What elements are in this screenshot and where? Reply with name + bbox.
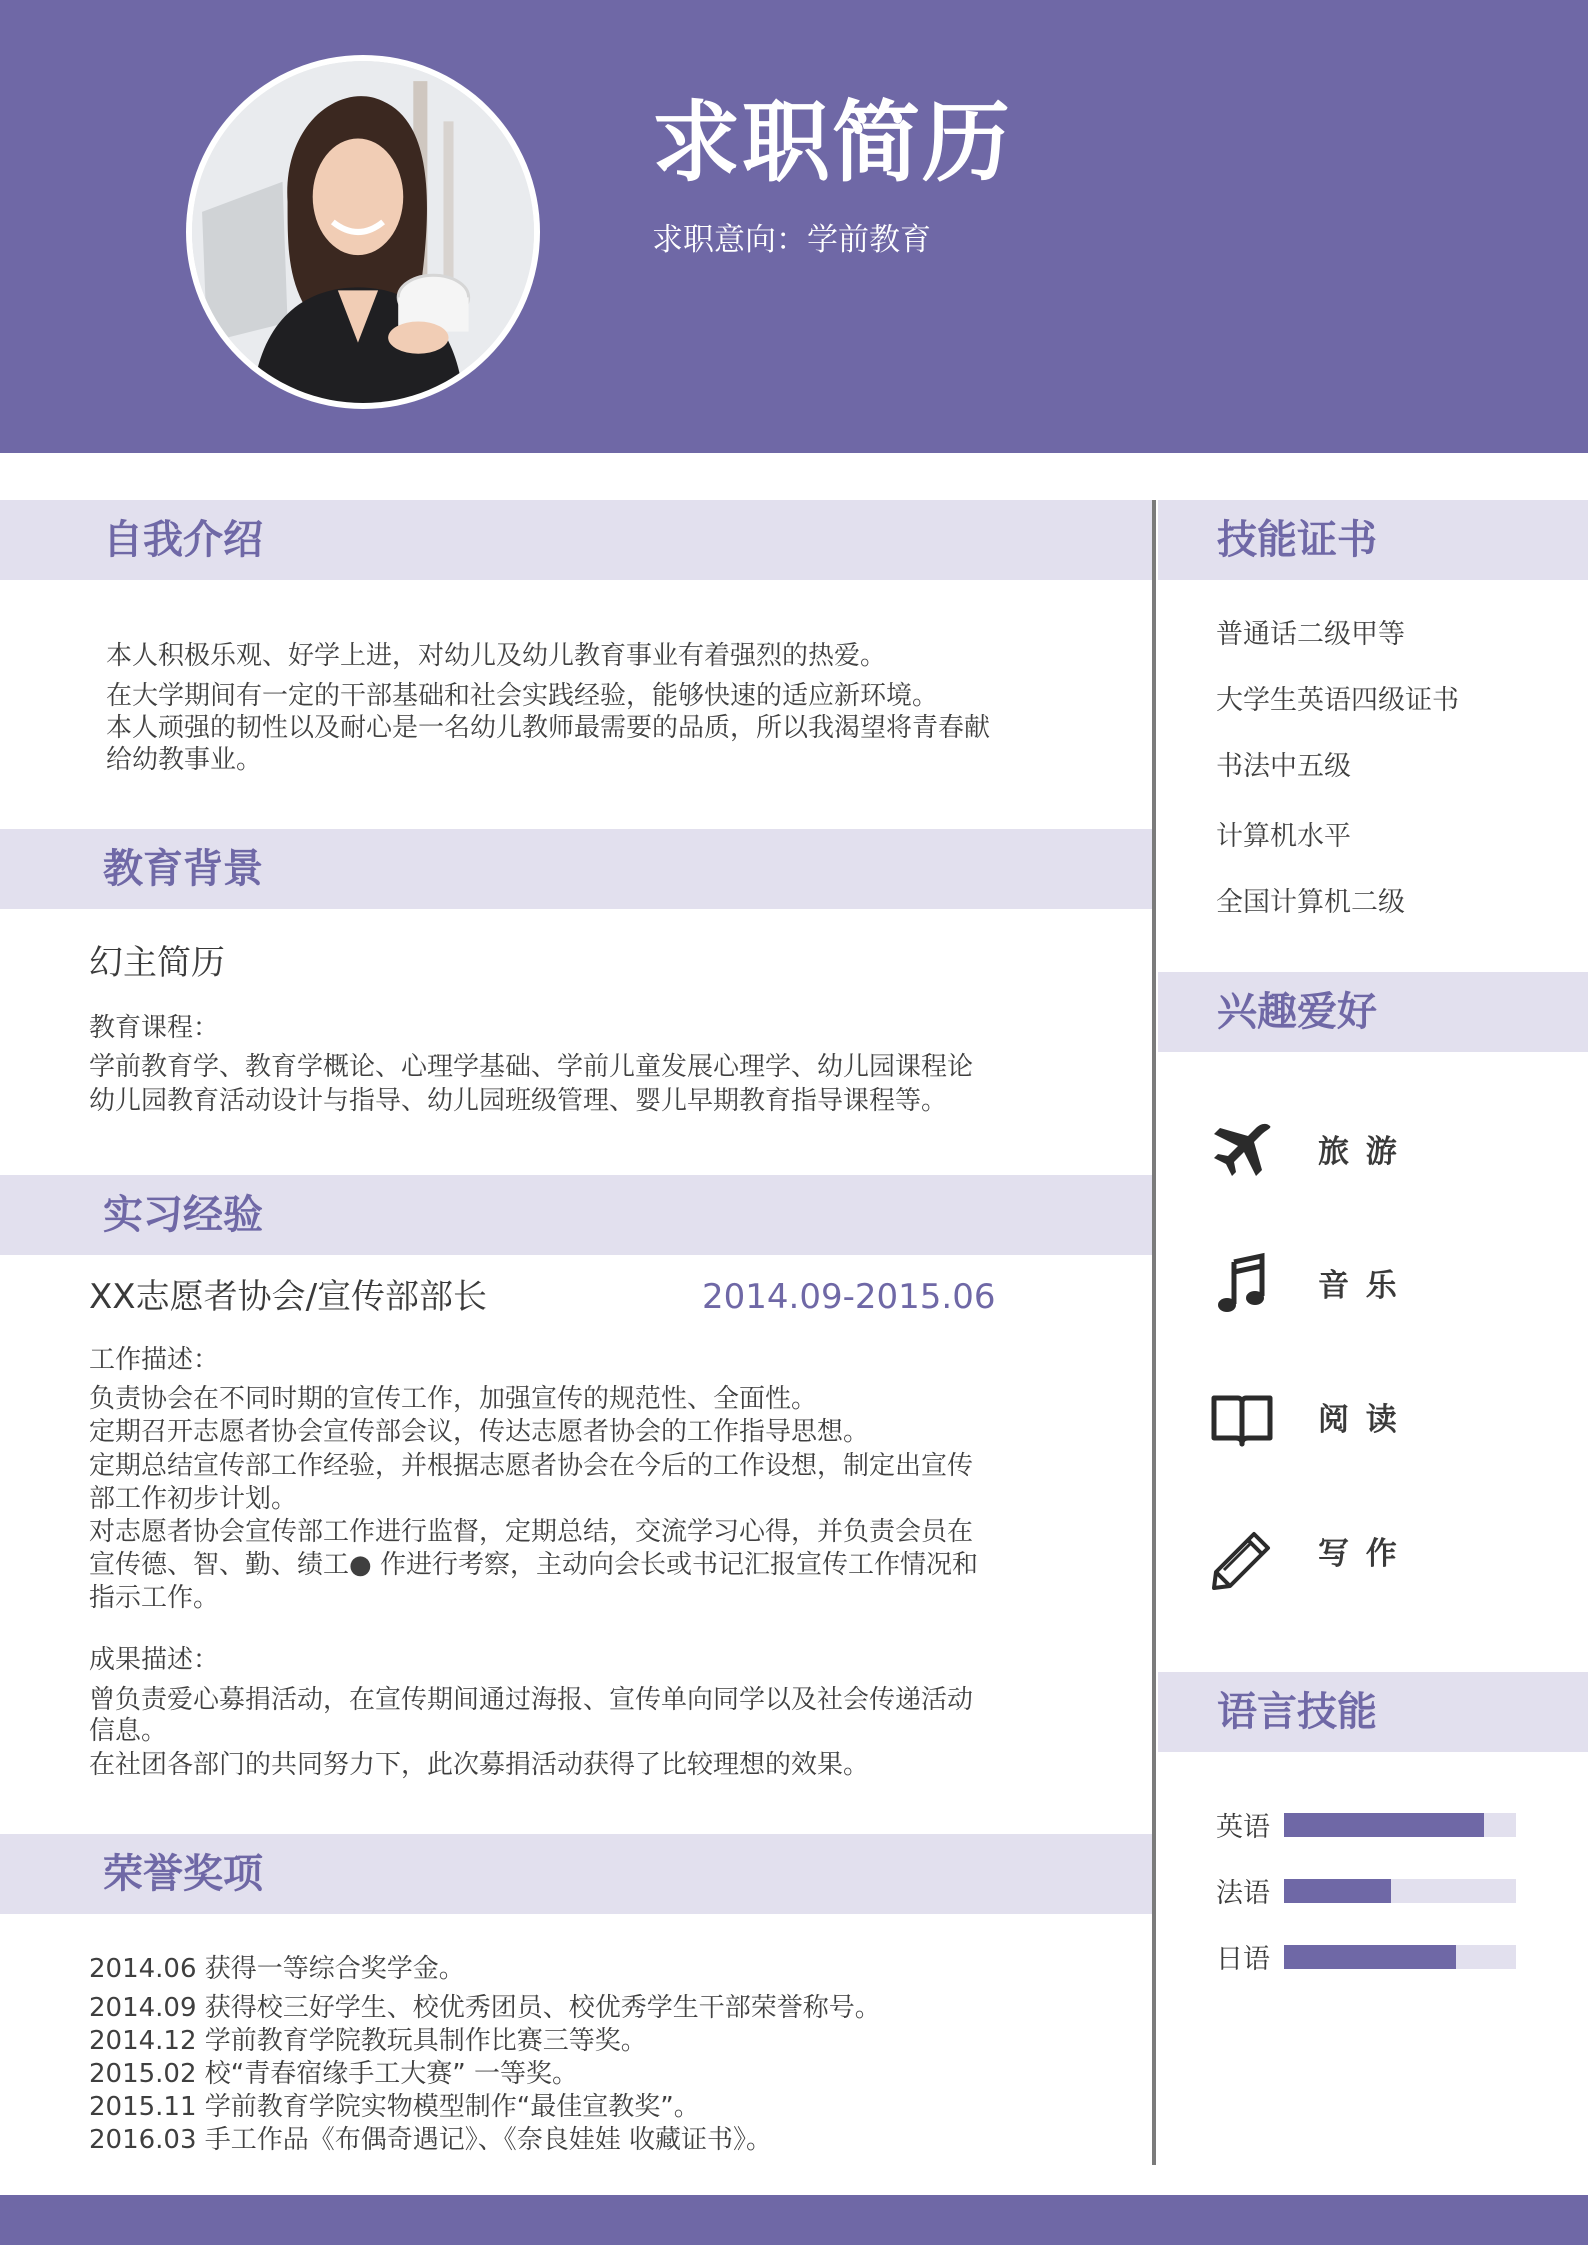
- section-title-skills: 技能证书: [1217, 517, 1377, 563]
- job-objective: 求职意向：学前教育: [652, 222, 931, 258]
- page-title: 求职简历: [652, 91, 1013, 194]
- honor-item: 2015.02 校“青春宿缘手工大赛” 一等奖。: [89, 2059, 578, 2089]
- hobby-label-writing: 写 作: [1318, 1536, 1400, 1572]
- certificate-item: 书法中五级: [1216, 751, 1351, 782]
- honor-item: 2015.11 学前教育学院实物模型制作“最佳宣教奖”。: [89, 2092, 700, 2122]
- certificate-item: 计算机水平: [1216, 821, 1351, 852]
- portrait-illustration: [192, 61, 534, 403]
- section-title-honors: 荣誉奖项: [103, 1851, 263, 1897]
- language-bar-french: [1284, 1879, 1516, 1903]
- work-label: 工作描述：: [89, 1345, 220, 1375]
- work-line: 宣传德、智、勤、绩工● 作进行考察，主动向会长或书记汇报宣传工作情况和: [89, 1550, 978, 1580]
- section-title-intro: 自我介绍: [103, 517, 263, 563]
- airplane-icon: [1210, 1120, 1274, 1184]
- section-title-languages: 语言技能: [1217, 1689, 1377, 1735]
- work-line: 定期总结宣传部工作经验，并根据志愿者协会在今后的工作设想，制定出宣传: [89, 1451, 974, 1481]
- avatar: [192, 61, 534, 403]
- result-line: 信息。: [89, 1716, 168, 1746]
- certificate-item: 普通话二级甲等: [1216, 619, 1405, 650]
- profile-photo: [186, 55, 540, 409]
- result-line: 在社团各部门的共同努力下，此次募捐活动获得了比较理想的效果。: [89, 1750, 870, 1780]
- intro-line: 本人积极乐观、好学上进，对幼儿及幼儿教育事业有着强烈的热爱。: [106, 641, 887, 671]
- honor-item: 2016.03 手工作品《布偶奇遇记》、《奈良娃娃 收藏证书》。: [89, 2125, 773, 2155]
- work-line: 对志愿者协会宣传部工作进行监督，定期总结，交流学习心得，并负责会员在: [89, 1517, 974, 1547]
- internship-period: 2014.09-2015.06: [702, 1277, 996, 1317]
- header-banner: [0, 0, 1588, 453]
- internship-position: XX志愿者协会/宣传部部长: [89, 1277, 488, 1317]
- language-fill-french: [1284, 1879, 1391, 1903]
- language-fill-english: [1284, 1813, 1484, 1837]
- result-label: 成果描述：: [89, 1645, 220, 1675]
- work-line: 指示工作。: [89, 1583, 220, 1613]
- intro-line: 本人顽强的韧性以及耐心是一名幼儿教师最需要的品质，所以我渴望将青春献: [106, 713, 991, 743]
- work-line: 负责协会在不同时期的宣传工作，加强宣传的规范性、全面性。: [89, 1384, 818, 1414]
- honor-item: 2014.12 学前教育学院教玩具制作比赛三等奖。: [89, 2026, 647, 2056]
- language-bar-japanese: [1284, 1945, 1516, 1969]
- honor-item: 2014.06 获得一等综合奖学金。: [89, 1954, 465, 1984]
- book-icon: [1210, 1388, 1274, 1452]
- work-line: 定期召开志愿者协会宣传部会议，传达志愿者协会的工作指导思想。: [89, 1417, 870, 1447]
- intro-line: 给幼教事业。: [106, 745, 263, 775]
- pencil-icon: [1210, 1528, 1274, 1592]
- certificate-item: 全国计算机二级: [1216, 887, 1405, 918]
- hobby-label-travel: 旅 游: [1318, 1134, 1400, 1170]
- hobby-label-reading: 阅 读: [1318, 1402, 1400, 1438]
- section-title-education: 教育背景: [103, 846, 263, 892]
- honor-item: 2014.09 获得校三好学生、校优秀团员、校优秀学生干部荣誉称号。: [89, 1993, 881, 2023]
- courses-label: 教育课程：: [89, 1013, 220, 1043]
- intro-line: 在大学期间有一定的干部基础和社会实践经验，能够快速的适应新环境。: [106, 681, 939, 711]
- school-name: 幻主简历: [89, 943, 225, 983]
- language-label-japanese: 日语: [1216, 1944, 1270, 1975]
- work-line: 部工作初步计划。: [89, 1484, 298, 1514]
- certificate-item: 大学生英语四级证书: [1216, 685, 1459, 716]
- courses-line: 幼儿园教育活动设计与指导、幼儿园班级管理、婴儿早期教育指导课程等。: [89, 1086, 948, 1116]
- footer-band: [0, 2195, 1588, 2245]
- result-line: 曾负责爱心募捐活动，在宣传期间通过海报、宣传单向同学以及社会传递活动: [89, 1685, 974, 1715]
- language-fill-japanese: [1284, 1945, 1456, 1969]
- courses-line: 学前教育学、教育学概论、心理学基础、学前儿童发展心理学、幼儿园课程论: [89, 1052, 974, 1082]
- music-note-icon: [1210, 1252, 1274, 1316]
- hobby-label-music: 音 乐: [1318, 1268, 1400, 1304]
- section-title-internship: 实习经验: [103, 1192, 263, 1238]
- language-bar-english: [1284, 1813, 1516, 1837]
- language-label-french: 法语: [1216, 1878, 1270, 1909]
- language-label-english: 英语: [1216, 1812, 1270, 1843]
- column-divider: [1152, 500, 1156, 2165]
- section-title-hobbies: 兴趣爱好: [1217, 989, 1377, 1035]
